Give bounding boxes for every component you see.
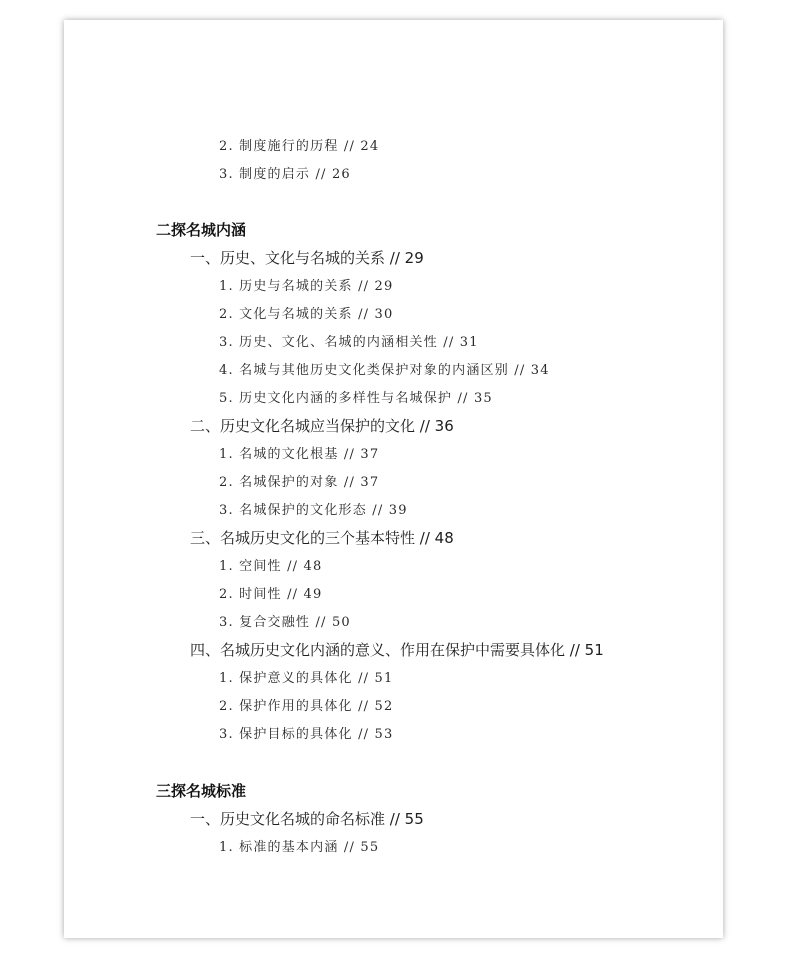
- toc-entry: 1. 空间性 // 48: [219, 559, 323, 574]
- section-heading: 一、历史文化名城的命名标准 // 55: [190, 810, 424, 828]
- section-heading: 四、名城历史文化内涵的意义、作用在保护中需要具体化 // 51: [190, 641, 604, 659]
- part-heading: 三探名城标准: [156, 782, 247, 800]
- toc-entry: 2. 时间性 // 49: [219, 587, 323, 602]
- toc-entry: 3. 复合交融性 // 50: [219, 615, 351, 630]
- toc-entry: 3. 名城保护的文化形态 // 39: [219, 503, 408, 518]
- toc-entry: 2. 保护作用的具体化 // 52: [219, 699, 394, 714]
- toc-entry: 4. 名城与其他历史文化类保护对象的内涵区别 // 34: [219, 363, 550, 378]
- toc-entry: 3. 制度的启示 // 26: [219, 167, 351, 182]
- part-heading: 二探名城内涵: [156, 221, 247, 239]
- toc-entry: 1. 标准的基本内涵 // 55: [219, 840, 380, 855]
- section-heading: 三、名城历史文化的三个基本特性 // 48: [190, 529, 454, 547]
- toc-entry: 1. 保护意义的具体化 // 51: [219, 671, 394, 686]
- toc-entry: 3. 保护目标的具体化 // 53: [219, 727, 394, 742]
- toc-entry: 2. 制度施行的历程 // 24: [219, 139, 380, 154]
- toc-entry: 1. 历史与名城的关系 // 29: [219, 279, 394, 294]
- toc-entry: 1. 名城的文化根基 // 37: [219, 447, 380, 462]
- toc-entry: 5. 历史文化内涵的多样性与名城保护 // 35: [219, 391, 493, 406]
- toc-entry: 3. 历史、文化、名城的内涵相关性 // 31: [219, 335, 479, 350]
- table-of-contents: [64, 20, 723, 938]
- toc-entry: 2. 名城保护的对象 // 37: [219, 475, 380, 490]
- book-page: [64, 20, 723, 938]
- section-heading: 一、历史、文化与名城的关系 // 29: [190, 249, 424, 267]
- section-heading: 二、历史文化名城应当保护的文化 // 36: [190, 417, 454, 435]
- toc-entry: 2. 文化与名城的关系 // 30: [219, 307, 394, 322]
